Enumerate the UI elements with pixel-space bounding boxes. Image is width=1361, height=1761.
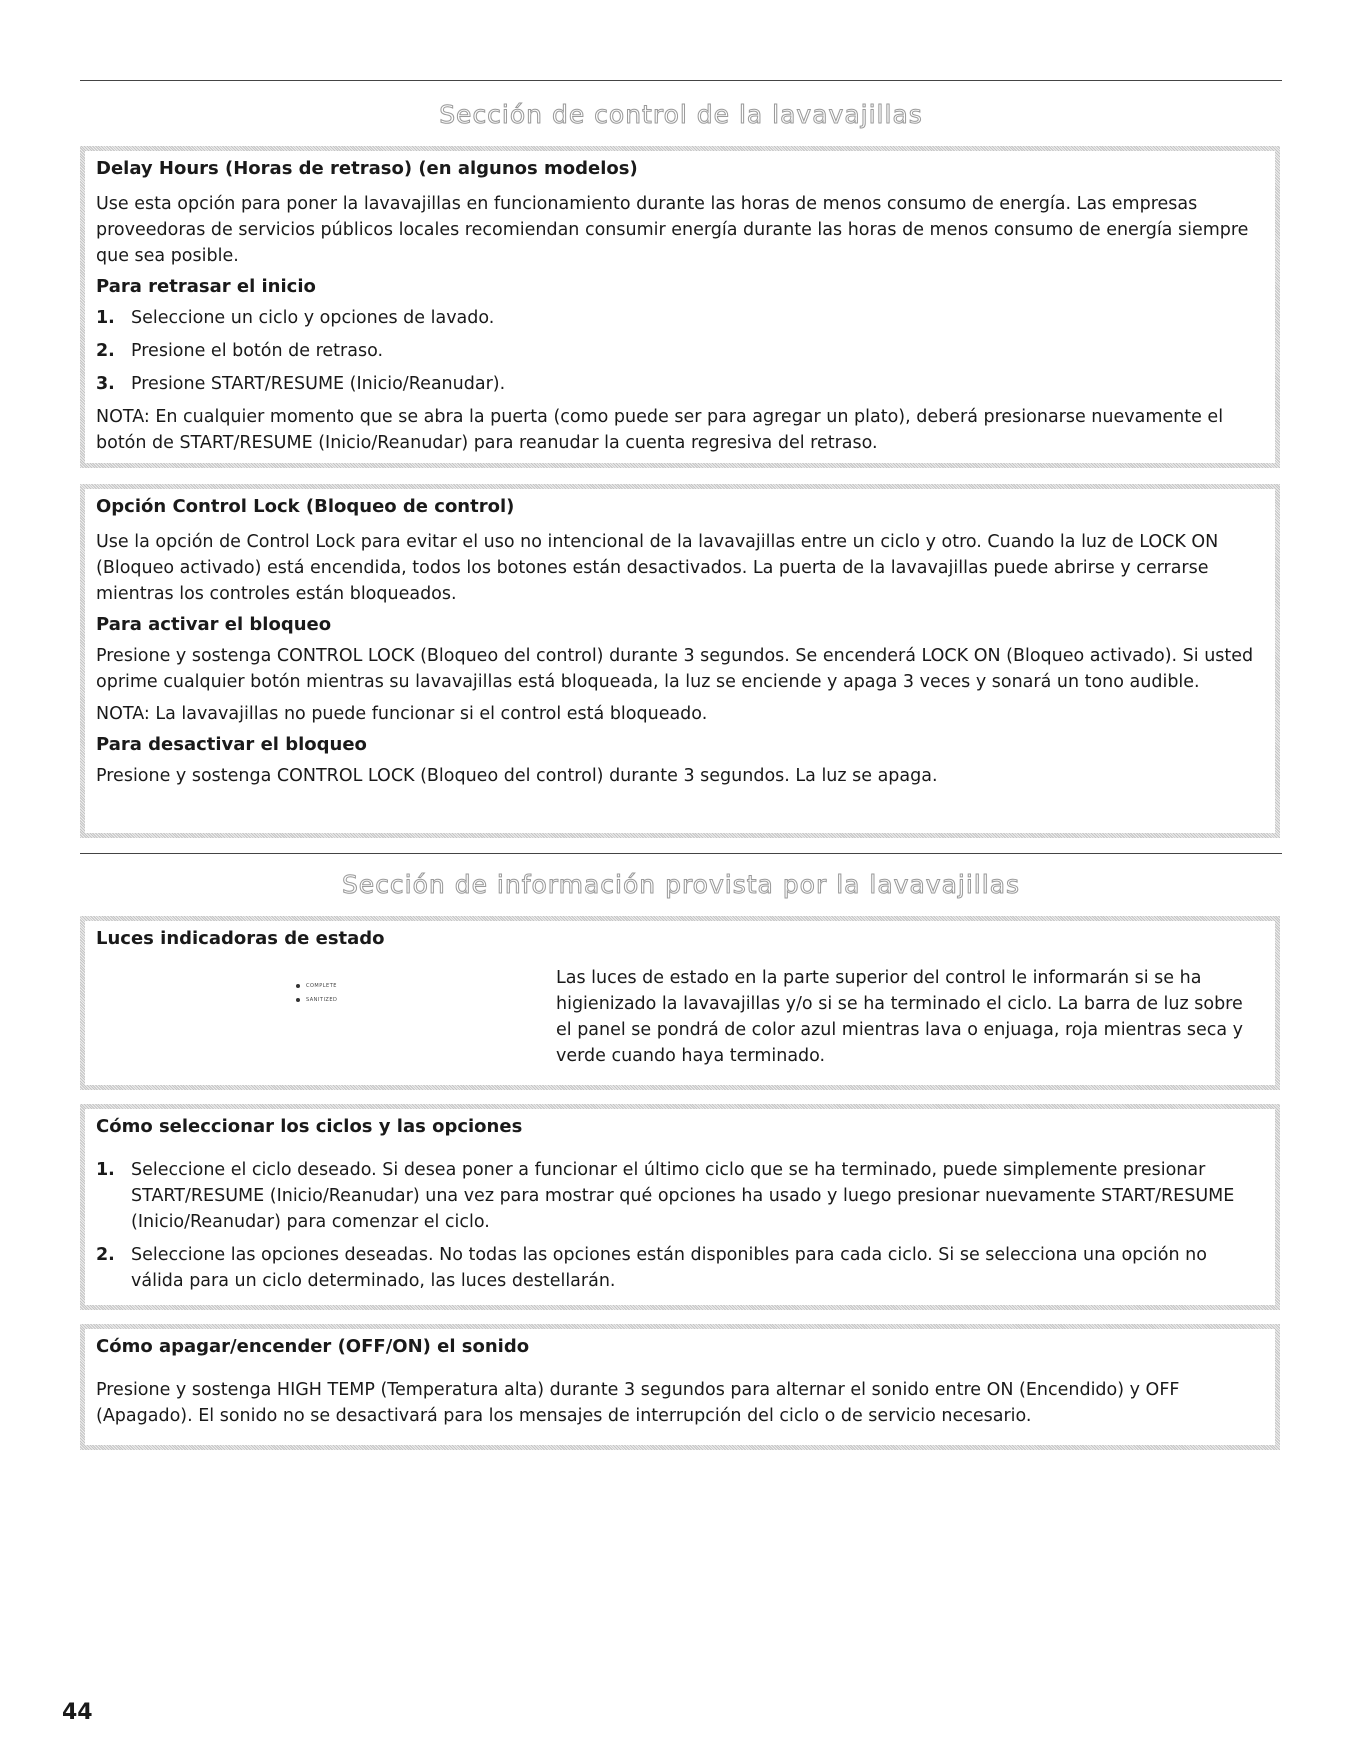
cycles-steps <box>96 1157 1261 1294</box>
step-text: Presione el botón de retraso. <box>131 341 384 361</box>
lock-intro: Use la opción de Control Lock para evitar el uso no intencional de la lavavajillas entre un ciclo y otro. Cuando la luz de LOCK ON (Bloqueo activado) está encendida, todos los botones están desactivados. La puerta de la lavavajillas puede abrirse y cerrarse mientras los controles están bloqueados. <box>96 532 1219 604</box>
status-lights-box <box>80 916 1280 1090</box>
step-number: 1. <box>96 308 115 328</box>
list-item <box>96 1157 1261 1235</box>
list-item <box>96 1242 1261 1294</box>
list-item <box>96 371 1261 397</box>
lock-activate-text: Presione y sostenga CONTROL LOCK (Bloqueo del control) durante 3 segundos. Se encenderá LOCK ON (Bloqueo activado). Si usted oprime cualquier botón mientras su lavavajillas está bloqueada, la luz se enciende y apaga 3 veces y sonará un tono audible. <box>96 646 1254 692</box>
indicator-label: SANITIZED <box>306 997 338 1003</box>
status-heading: Luces indicadoras de estado <box>96 928 385 949</box>
step-text: Presione START/RESUME (Inicio/Reanudar). <box>131 374 506 394</box>
lock-deactivate-text: Presione y sostenga CONTROL LOCK (Bloqueo del control) durante 3 segundos. La luz se apaga. <box>96 766 938 786</box>
step-text: Seleccione las opciones deseadas. No todas las opciones están disponibles para cada ciclo. Si se selecciona una opción no válida para un ciclo determinado, las luces destellarán. <box>131 1245 1207 1291</box>
cycles-options-box <box>80 1104 1280 1310</box>
list-item <box>96 338 1261 364</box>
status-text: Las luces de estado en la parte superior del control le informarán si se ha higienizado la lavavajillas y/o si se ha terminado el ciclo. La barra de luz sobre el panel se pondrá de color azul mientras lava o enjuaga, roja mientras seca y verde cuando haya terminado. <box>556 968 1244 1066</box>
sound-text: Presione y sostenga HIGH TEMP (Temperatura alta) durante 3 segundos para alternar el sonido entre ON (Encendido) y OFF (Apagado). El sonido no se desactivará para los mensajes de interrupción del ciclo o de servicio necesario. <box>96 1380 1180 1426</box>
page-number: 44 <box>62 1700 93 1725</box>
lock-activate-heading: Para activar el bloqueo <box>96 614 332 635</box>
delay-steps <box>96 305 1261 397</box>
indicator-dot-icon <box>296 984 300 988</box>
info-section-title: Sección de información provista por la lavavajillas <box>341 870 1021 899</box>
status-panel-illustration <box>96 961 556 1075</box>
delay-subheading: Para retrasar el inicio <box>96 276 316 297</box>
indicator-complete <box>296 983 337 989</box>
delay-intro: Use esta opción para poner la lavavajillas en funcionamiento durante las horas de menos consumo de energía. Las empresas proveedoras de servicios públicos locales recomiendan consumir energía durante las horas de menos consumo de energía siempre que sea posible. <box>96 194 1249 266</box>
lock-heading: Opción Control Lock (Bloqueo de control) <box>96 496 515 517</box>
list-item <box>96 305 1261 331</box>
delay-heading: Delay Hours (Horas de retraso) (en algunos modelos) <box>96 158 638 179</box>
sound-box <box>80 1324 1280 1450</box>
indicator-dot-icon <box>296 998 300 1002</box>
step-number: 2. <box>96 1245 115 1265</box>
top-rule <box>80 80 1282 81</box>
control-lock-box <box>80 484 1280 838</box>
indicator-label: COMPLETE <box>306 983 337 989</box>
step-number: 2. <box>96 341 115 361</box>
cycles-heading: Cómo seleccionar los ciclos y las opciones <box>96 1116 523 1137</box>
step-number: 1. <box>96 1160 115 1180</box>
sound-heading: Cómo apagar/encender (OFF/ON) el sonido <box>96 1336 530 1357</box>
step-text: Seleccione un ciclo y opciones de lavado. <box>131 308 495 328</box>
delay-hours-box <box>80 146 1280 468</box>
delay-note: NOTA: En cualquier momento que se abra la puerta (como puede ser para agregar un plato), deberá presionarse nuevamente el botón de START/RESUME (Inicio/Reanudar) para reanudar la cuenta regresiva del retraso. <box>96 407 1224 453</box>
step-text: Seleccione el ciclo deseado. Si desea poner a funcionar el último ciclo que se ha terminado, puede simplemente presionar START/RESUME (Inicio/Reanudar) una vez para mostrar qué opciones ha usado y luego presionar nuevamente START/RESUME (Inicio/Reanudar) para comenzar el ciclo. <box>131 1160 1235 1232</box>
middle-rule <box>80 853 1282 854</box>
step-number: 3. <box>96 374 115 394</box>
control-section-title: Sección de control de la lavavajillas <box>439 100 923 129</box>
lock-note: NOTA: La lavavajillas no puede funcionar si el control está bloqueado. <box>96 704 708 724</box>
lock-deactivate-heading: Para desactivar el bloqueo <box>96 734 367 755</box>
indicator-sanitized <box>296 997 337 1003</box>
